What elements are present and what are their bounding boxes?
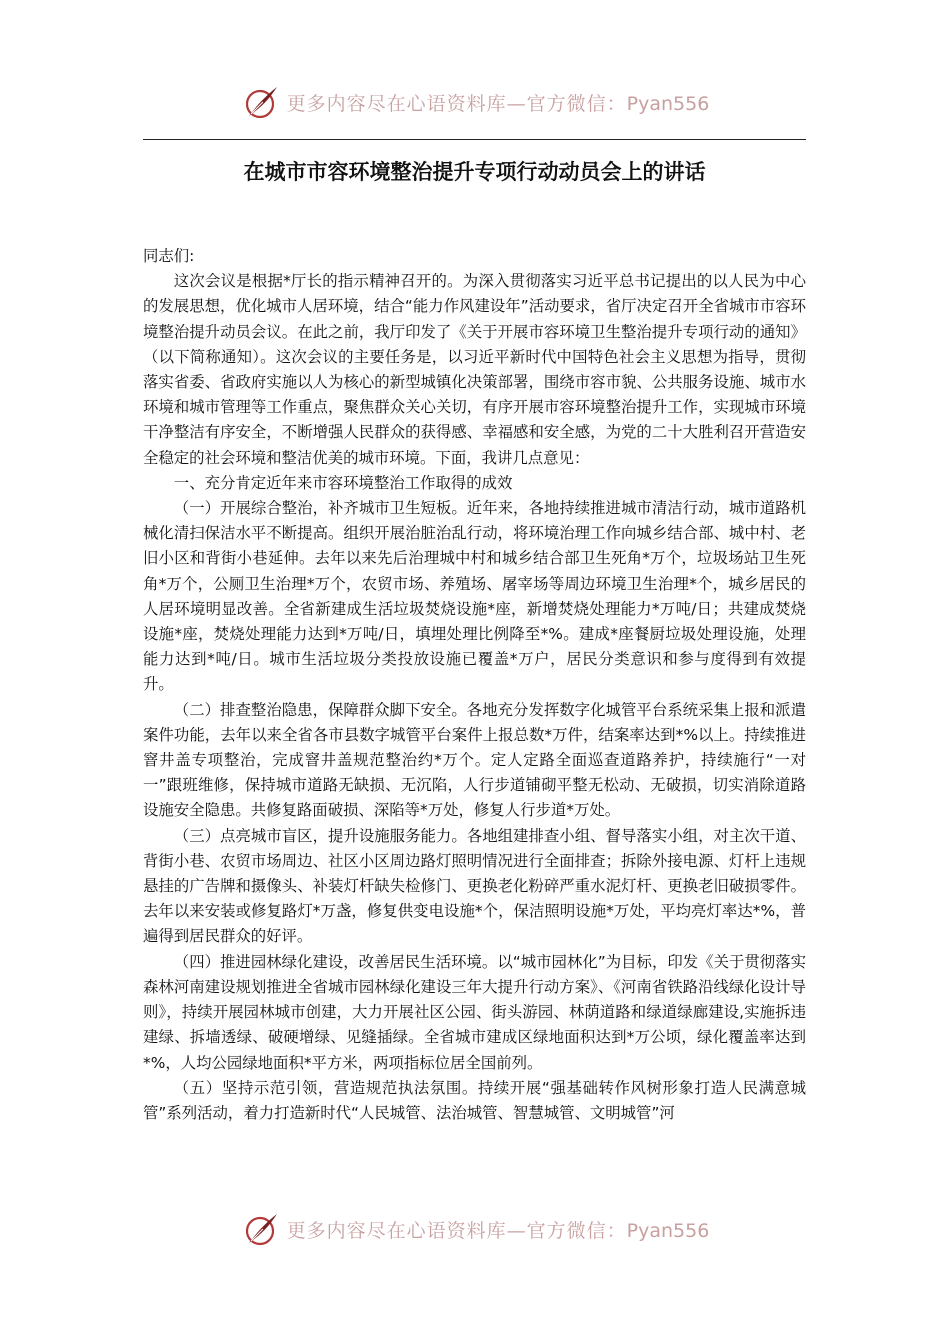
header-divider [143,139,806,140]
watermark-text [287,89,710,116]
watermark-label: 更多内容尽在心语资料库—官方微信： [286,92,627,115]
paragraph-item-3: （三）点亮城市盲区，提升设施服务能力。各地组建排查小组、督导落实小组，对主次干道、背街小巷、农贸市场周边、社区小区周边路灯照明情况进行全面排查；拆除外接电源、灯杆上违规悬挂的广告牌和摄像头、补装灯杆缺失检修门、更换老化粉碎严重水泥灯杆、更换老旧破损零件。去年以来安装或修复路灯*万盏，修复供变电设施*个，保洁照明设施*万处，平均亮灯率达*%，普遍得到居民群众的好评。 [143,826,806,946]
section-heading-1: 一、充分肯定近年来市容环境整治工作取得的成效 [173,473,513,492]
paragraph-intro: 这次会议是根据*厅长的指示精神召开的。为深入贯彻落实习近平总书记提出的以人民为中心的发展思想，优化城市人居环境，结合“能力作风建设年”活动要求，省厅决定召开全省城市市容环境整治提升动员会议。在此之前，我厅印发了《关于开展市容环境卫生整治提升专项行动的通知》（以下简称通知）。这次会议的主要任务是，以习近平新时代中国特色社会主义思想为指导，贯彻落实省委、省政府实施以人为核心的新型城镇化决策部署，围绕市容市貌、公共服务设施、城市水环境和城市管理等工作重点，聚焦群众关心关切，有序开展市容环境整治提升工作，实现城市环境干净整洁有序安全，不断增强人民群众的获得感、幸福感和安全感，为党的二十大胜利召开营造安全稳定的社会环境和整洁优美的城市环境。下面，我讲几点意见： [143,272,806,467]
wechat-id: Pyan556 [626,1219,710,1242]
watermark-banner-bottom [0,1203,950,1255]
quill-logo-icon [241,82,281,122]
document-body [143,244,806,1126]
paragraph-item-1: （一）开展综合整治，补齐城市卫生短板。近年来，各地持续推进城市清洁行动，城市道路机械化清扫保洁水平不断提高。组织开展治脏治乱行动，将环境治理工作向城乡结合部、城中村、老旧小区和背街小巷延伸。去年以来先后治理城中村和城乡结合部卫生死角*万个，垃圾场站卫生死角*万个，公厕卫生治理*万个，农贸市场、养殖场、屠宰场等周边环境卫生治理*个，城乡居民的人居环境明显改善。全省新建成生活垃圾焚烧设施*座，新增焚烧处理能力*万吨/日；共建成焚烧设施*座，焚烧处理能力达到*万吨/日，填埋处理比例降至*%。建成*座餐厨垃圾处理设施，处理能力达到*吨/日。城市生活垃圾分类投放设施已覆盖*万户，居民分类意识和参与度得到有效提升。 [143,499,806,694]
paragraph-item-4: （四）推进园林绿化建设，改善居民生活环境。以“城市园林化”为目标，印发《关于贯彻落实森林河南建设规划推进全省城市园林绿化建设三年大提升行动方案》、《河南省铁路沿线绿化设计导则》，持续开展园林城市创建，大力开展社区公园、街头游园、林荫道路和绿道绿廊建设,实施拆违建绿、拆墙透绿、破硬增绿、见缝插绿。全省城市建成区绿地面积达到*万公顷，绿化覆盖率达到*%，人均公园绿地面积*平方米，两项指标位居全国前列。 [143,952,806,1072]
paragraph-item-5: （五）坚持示范引领，营造规范执法氛围。持续开展“强基础转作风树形象打造人民满意城管”系列活动，着力打造新时代“人民城管、法治城管、智慧城管、文明城管”河 [143,1078,806,1122]
watermark-text [287,1216,710,1243]
document-title: 在城市市容环境整治提升专项行动动员会上的讲话 [243,160,706,184]
watermark-banner-top [0,76,950,128]
paragraph-item-2: （二）排查整治隐患，保障群众脚下安全。各地充分发挥数字化城管平台系统采集上报和派遣案件功能，去年以来全省各市县数字城管平台案件上报总数*万件，结案率达到*%以上。持续推进窨井盖专项整治，完成窨井盖规范整治约*万个。定人定路全面巡查道路养护，持续施行“一对一”跟班维修，保持城市道路无缺损、无沉陷，人行步道铺砌平整无松动、无破损，切实消除道路设施安全隐患。共修复路面破损、深陷等*万处，修复人行步道*万处。 [143,700,806,820]
watermark-label: 更多内容尽在心语资料库—官方微信： [286,1219,627,1242]
quill-logo-icon [241,1209,281,1249]
salutation: 同志们: [143,247,195,265]
wechat-id: Pyan556 [626,92,710,115]
